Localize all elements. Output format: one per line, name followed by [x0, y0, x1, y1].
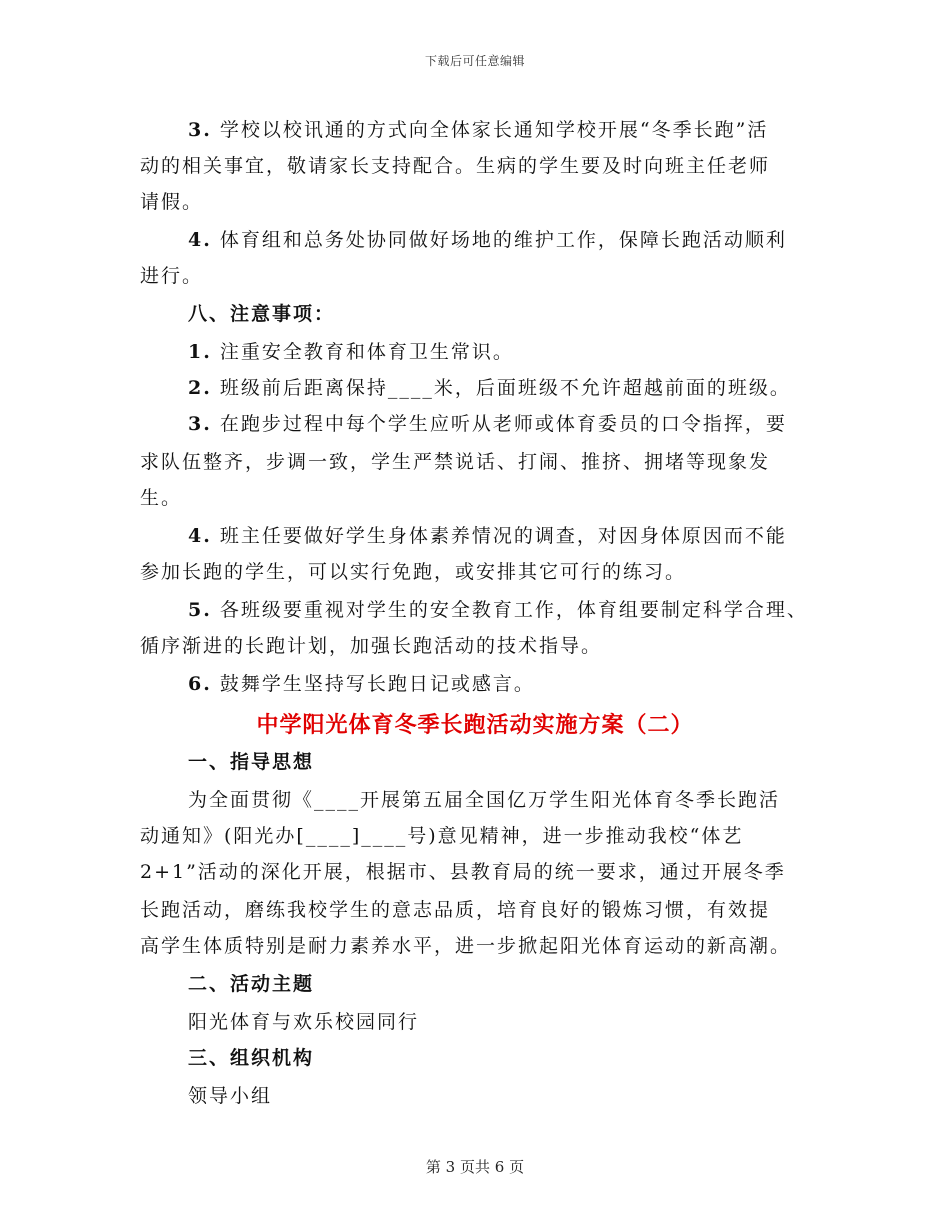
page-header: 下载后可任意编辑	[424, 54, 525, 68]
item-number: 3.	[188, 413, 212, 435]
paragraph-line: 领导小组	[188, 1085, 273, 1107]
paragraph-line: 动通知》(阳光办[____]____号)意见精神，进一步推动我校“体艺	[140, 825, 744, 847]
paragraph-line	[188, 340, 514, 364]
item-number: 3.	[188, 119, 212, 141]
paragraph-line: 生。	[140, 487, 183, 509]
paragraph-line	[188, 598, 808, 622]
item-number: 4.	[188, 525, 212, 547]
item-number: 1.	[188, 341, 212, 363]
item-number: 4.	[188, 229, 212, 251]
line-text: 各班级要重视对学生的安全教育工作，体育组要制定科学合理、	[219, 599, 808, 621]
line-text: 班级前后距离保持____米，后面班级不允许超越前面的班级。	[219, 377, 791, 399]
line-text: 鼓舞学生坚持写长跑日记或感言。	[219, 673, 535, 695]
section-heading: 八、注意事项：	[188, 303, 336, 325]
section-heading: 一、指导思想	[188, 751, 315, 773]
item-number: 5.	[188, 599, 212, 621]
line-text: 学校以校讯通的方式向全体家长通知学校开展“冬季长跑”活	[219, 119, 769, 141]
line-text: 注重安全教育和体育卫生常识。	[219, 341, 514, 363]
line-text: 班主任要做好学生身体素养情况的调查，对因身体原因而不能	[219, 525, 787, 547]
paragraph-line: 长跑活动，磨练我校学生的意志品质，培育良好的锻炼习惯，有效提	[140, 899, 771, 921]
paragraph-line: 2+1”活动的深化开展，根据市、县教育局的统一要求，通过开展冬季	[140, 861, 786, 883]
paragraph-line	[188, 118, 768, 142]
item-number: 2.	[188, 377, 212, 399]
paragraph-line: 循序渐进的长跑计划，加强长跑活动的技术指导。	[140, 635, 603, 657]
document-title: 中学阳光体育冬季长跑活动实施方案（二）	[256, 712, 694, 738]
line-text: 体育组和总务处协同做好场地的维护工作，保障长跑活动顺利	[219, 229, 787, 251]
paragraph-line	[188, 228, 787, 252]
section-heading: 三、组织机构	[188, 1047, 315, 1069]
item-number: 6.	[188, 673, 212, 695]
section-heading: 二、活动主题	[188, 973, 315, 995]
page-footer: 第 3 页共 6 页	[425, 1158, 525, 1176]
paragraph-line: 高学生体质特别是耐力素养水平，进一步掀起阳光体育运动的新高潮。	[140, 935, 792, 957]
paragraph-line: 参加长跑的学生，可以实行免跑，或安排其它可行的练习。	[140, 561, 687, 583]
line-text: 在跑步过程中每个学生应听从老师或体育委员的口令指挥，要	[219, 413, 787, 435]
paragraph-line	[188, 376, 791, 400]
paragraph-line: 进行。	[140, 265, 204, 287]
paragraph-line: 请假。	[140, 191, 204, 213]
paragraph-line	[188, 412, 787, 436]
paragraph-line: 动的相关事宜，敬请家长支持配合。生病的学生要及时向班主任老师	[140, 155, 771, 177]
paragraph-line	[188, 524, 787, 548]
paragraph-line: 阳光体育与欢乐校园同行	[188, 1011, 420, 1033]
paragraph-line: 求队伍整齐，步调一致，学生严禁说话、打闹、推挤、拥堵等现象发	[140, 451, 771, 473]
paragraph-line: 为全面贯彻《____开展第五届全国亿万学生阳光体育冬季长跑活	[188, 789, 781, 811]
paragraph-line	[188, 672, 535, 696]
